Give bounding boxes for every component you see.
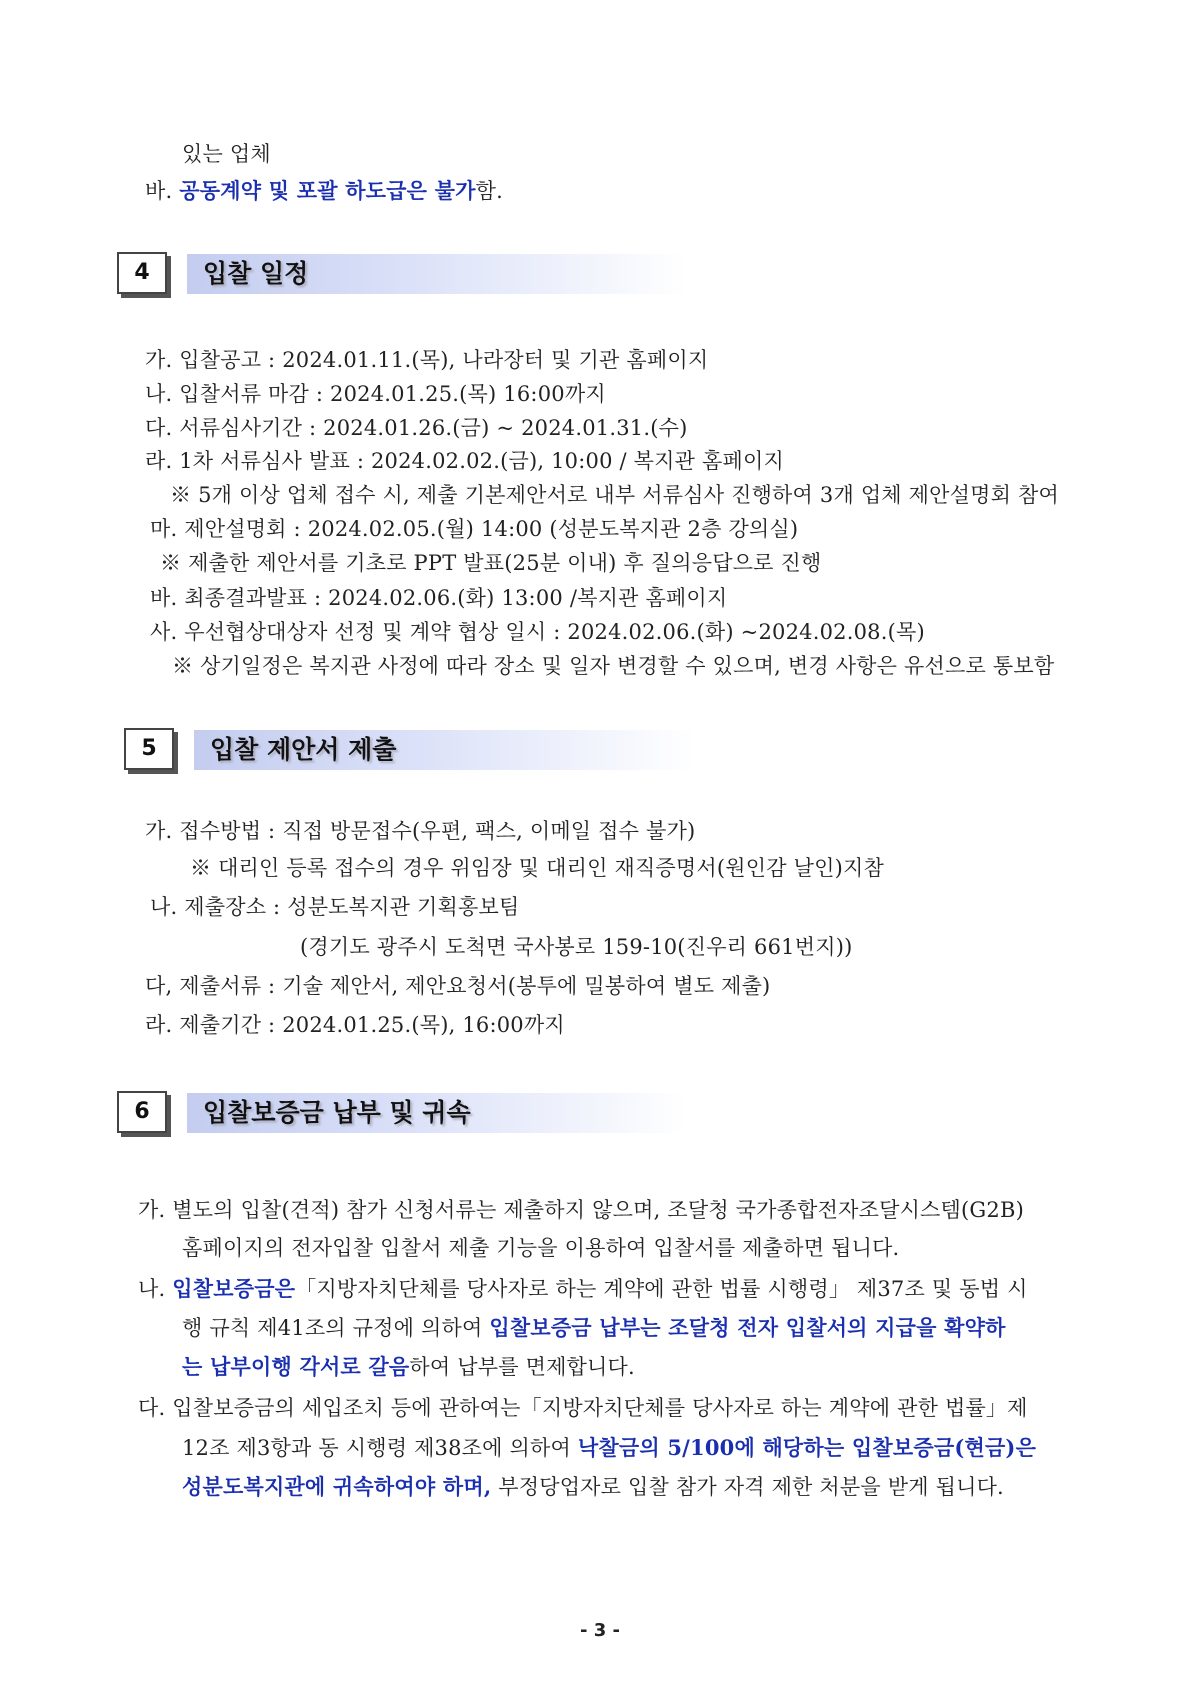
- text-line: 가. 접수방법 : 직접 방문접수(우편, 팩스, 이메일 접수 불가): [145, 819, 696, 843]
- text-line: 홈페이지의 전자입찰 입찰서 제출 기능을 이용하여 입찰서를 제출하면 됩니다.: [182, 1236, 900, 1260]
- text-line: 다. 입찰보증금의 세입조치 등에 관하여는「지방자치단체를 당사자로 하는 계약에 관한 법률」제: [138, 1396, 1028, 1420]
- text-line: 라. 제출기간 : 2024.01.25.(목), 16:00까지: [145, 1013, 565, 1037]
- list-marker: 바.: [145, 179, 173, 203]
- text-fragment: 12조 제3항과 동 시행령 제38조에 의하여: [182, 1436, 571, 1460]
- text-fragment: 함.: [475, 179, 504, 203]
- section-number: 4: [117, 252, 167, 294]
- section-title: 입찰보증금 납부 및 귀속: [203, 1098, 471, 1127]
- section-heading-5: [124, 728, 724, 774]
- text-line: 다, 제출서류 : 기술 제안서, 제안요청서(봉투에 밀봉하여 별도 제출): [145, 974, 771, 998]
- emphasis-text: 입찰보증금은: [172, 1276, 296, 1301]
- text-line: 다. 서류심사기간 : 2024.01.26.(금) ~ 2024.01.31.(수): [145, 416, 688, 440]
- list-marker: 나.: [138, 1277, 166, 1301]
- text-fragment: 행 규칙 제41조의 규정에 의하여: [182, 1316, 483, 1340]
- text-line: [182, 1473, 1004, 1501]
- text-line: [145, 177, 503, 205]
- section-number: 5: [124, 728, 174, 770]
- text-line: [138, 1275, 1028, 1303]
- text-line: 사. 우선협상대상자 선정 및 계약 협상 일시 : 2024.02.06.(화) ~2024.02.08.(목): [150, 620, 925, 644]
- text-fragment: 부정당업자로 입찰 참가 자격 제한 처분을 받게 됩니다.: [498, 1475, 1004, 1499]
- text-line: (경기도 광주시 도척면 국사봉로 159-10(진우리 661번지)): [300, 935, 853, 959]
- text-fragment: 하여 납부를 면제합니다.: [409, 1355, 635, 1379]
- emphasis-text: 공동계약 및 포괄 하도급은 불가: [179, 178, 476, 203]
- note-line: ※ 대리인 등록 접수의 경우 위임장 및 대리인 재직증명서(원인감 날인)지참: [190, 856, 884, 880]
- emphasis-text: 성분도복지관에 귀속하여야 하며,: [182, 1474, 492, 1499]
- section-title: 입찰 제안서 제출: [210, 735, 397, 764]
- text-line: [182, 1314, 1006, 1342]
- note-line: ※ 제출한 제안서를 기초로 PPT 발표(25분 이내) 후 질의응답으로 진행: [160, 551, 822, 575]
- text-line: 가. 입찰공고 : 2024.01.11.(목), 나라장터 및 기관 홈페이지: [145, 348, 709, 372]
- text-fragment: 「지방자치단체를 당사자로 하는 계약에 관한 법률 시행령」 제37조 및 동법 시: [295, 1277, 1028, 1301]
- text-line: [182, 1353, 635, 1381]
- section-number: 6: [117, 1091, 167, 1133]
- text-line: 마. 제안설명회 : 2024.02.05.(월) 14:00 (성분도복지관 2층 강의실): [150, 517, 799, 541]
- text-line: 가. 별도의 입찰(견적) 참가 신청서류는 제출하지 않으며, 조달청 국가종합전자조달시스템(G2B): [138, 1198, 1024, 1222]
- text-line: 있는 업체: [182, 142, 271, 166]
- emphasis-text: 는 납부이행 각서로 갈음: [182, 1354, 410, 1379]
- note-line: ※ 5개 이상 업체 접수 시, 제출 기본제안서로 내부 서류심사 진행하여 3개 업체 제안설명회 참여: [170, 483, 1059, 507]
- text-line: 나. 제출장소 : 성분도복지관 기획홍보팀: [150, 895, 520, 919]
- section-heading-6: [117, 1091, 717, 1137]
- text-line: 바. 최종결과발표 : 2024.02.06.(화) 13:00 /복지관 홈페이지: [150, 586, 728, 610]
- text-line: 나. 입찰서류 마감 : 2024.01.25.(목) 16:00까지: [145, 382, 606, 406]
- emphasis-text: 입찰보증금 납부는 조달청 전자 입찰서의 지급을 확약하: [489, 1315, 1006, 1340]
- note-line: ※ 상기일정은 복지관 사정에 따라 장소 및 일자 변경할 수 있으며, 변경 사항은 유선으로 통보함: [172, 654, 1055, 678]
- page-number: - 3 -: [580, 1620, 620, 1641]
- section-heading-4: [117, 252, 717, 298]
- text-line: 라. 1차 서류심사 발표 : 2024.02.02.(금), 10:00 / 복지관 홈페이지: [145, 449, 784, 473]
- emphasis-text: 낙찰금의 5/100에 해당하는 입찰보증금(현금)은: [577, 1435, 1037, 1460]
- section-title: 입찰 일정: [203, 259, 309, 288]
- text-line: [182, 1434, 1036, 1462]
